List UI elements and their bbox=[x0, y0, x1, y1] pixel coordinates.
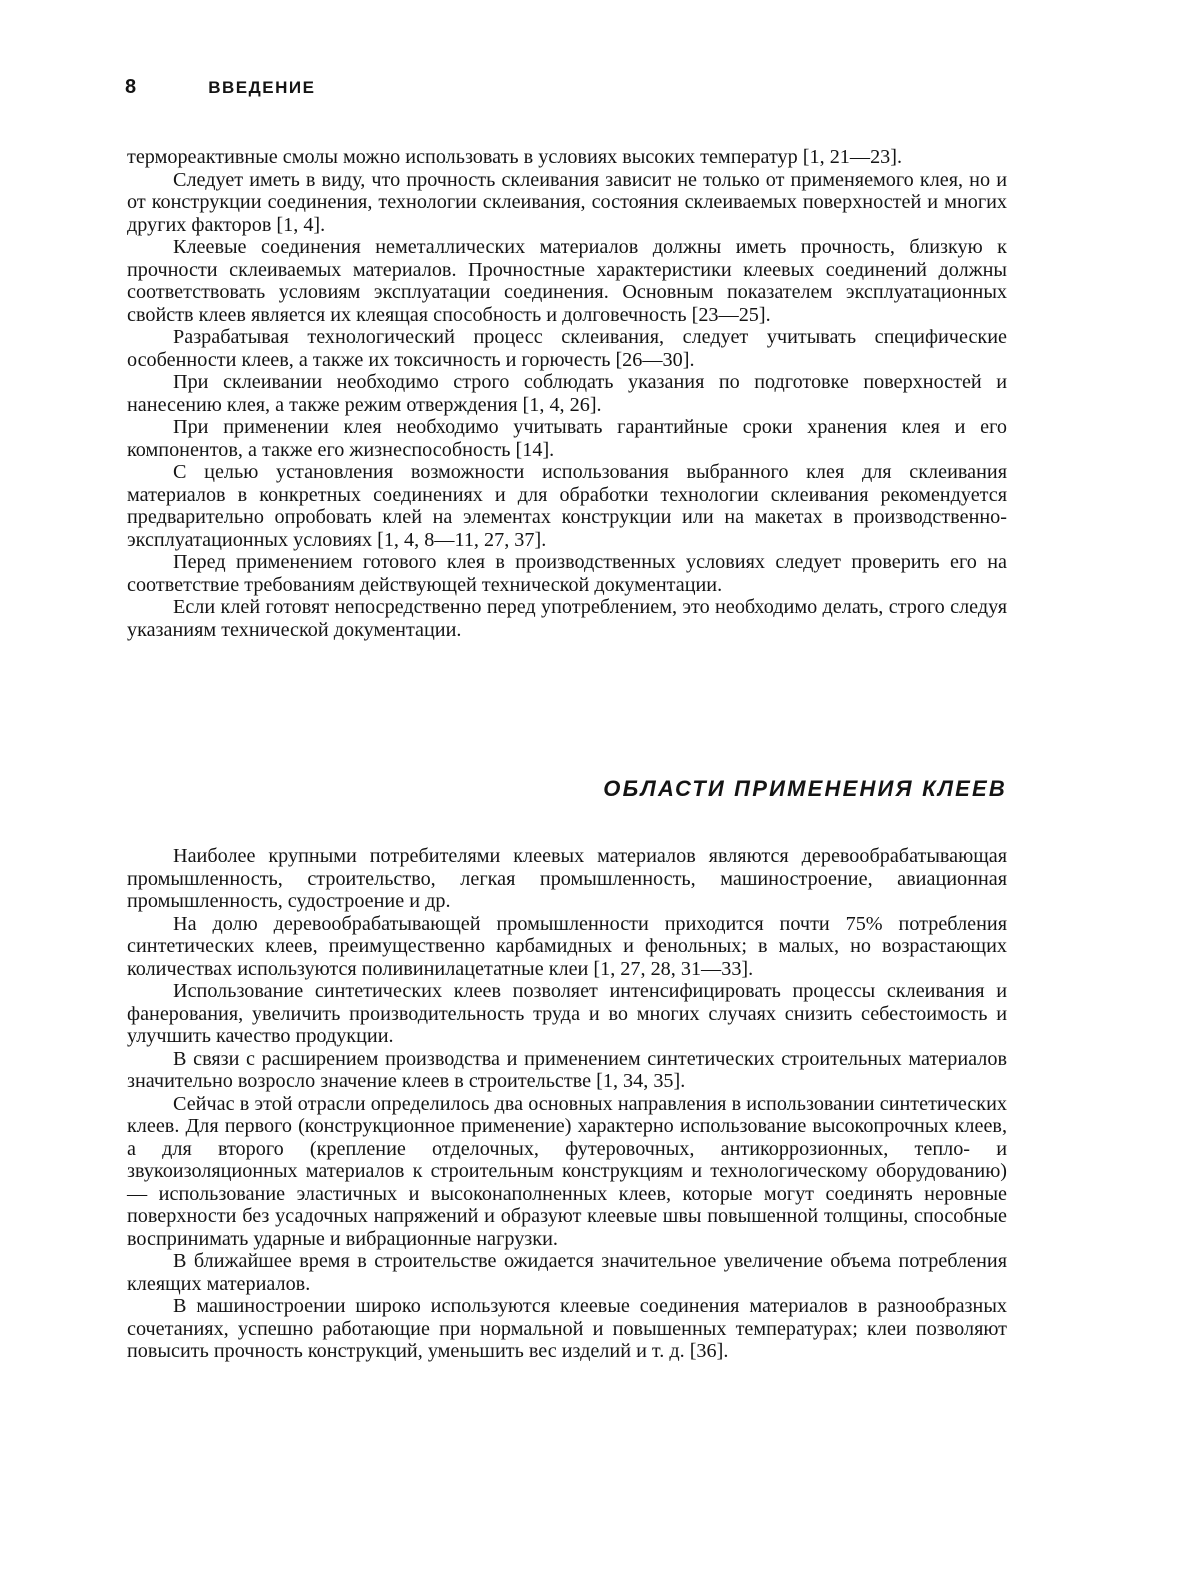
section-heading: ОБЛАСТИ ПРИМЕНЕНИЯ КЛЕЕВ bbox=[603, 776, 1007, 801]
paragraph: Если клей готовят непосредственно перед употреблением, это необходимо делать, строго следуя указаниям технической документации. bbox=[127, 596, 1007, 641]
paragraph: При склеивании необходимо строго соблюдать указания по подготовке поверхностей и нанесению клея, а также режим отверждения [1, 4, 26]. bbox=[127, 371, 1007, 416]
paragraph: Следует иметь в виду, что прочность склеивания зависит не только от применяемого клея, но и от конструкции соединения, технологии склеивания, состояния склеиваемых поверхностей и многих других факторов [1, 4]. bbox=[127, 168, 1007, 236]
paragraph: При применении клея необходимо учитывать гарантийные сроки хранения клея и его компонентов, а также его жизнеспособность [14]. bbox=[127, 416, 1007, 461]
running-head bbox=[125, 76, 1005, 100]
paragraph: термореактивные смолы можно использовать в условиях высоких температур [1, 21—23]. bbox=[127, 146, 903, 168]
paragraph: Сейчас в этой отрасли определилось два основных направления в использовании синтетических клеев. Для первого (конструкционное применение) характерно использование высокопрочных клеев, а для второго (крепление отделочных, футеровочных, антикоррозионных, тепло- и звукоизоляционных материалов к строительным конструкциям и технологическому оборудованию) — использование эластичных и высоконаполненных клеев, которые могут соединять неровные поверхности без усадочных напряжений и образуют клеевые швы повышенной толщины, способные воспринимать ударные и вибрационные нагрузки. bbox=[127, 1092, 1007, 1250]
paragraph: В машиностроении широко используются клеевые соединения материалов в разнообразных сочетаниях, успешно работающие при нормальной и повышенных температурах; клеи позволяют повысить прочность конструкций, уменьшить вес изделий и т. д. [36]. bbox=[127, 1295, 1007, 1362]
paragraph: С целью установления возможности использования выбранного клея для склеивания материалов в конкретных соединениях и для обработки технологии склеивания рекомендуется предварительно опробовать клей на элементах конструкции или на макетах в производственно-эксплуатационных условиях [1, 4, 8—11, 27, 37]. bbox=[127, 461, 1007, 551]
paragraph: Наиболее крупными потребителями клеевых материалов являются деревообрабатывающая промышленность, строительство, легкая промышленность, машиностроение, авиационная промышленность, судостроение и др. bbox=[127, 845, 1007, 912]
intro-text-block bbox=[127, 146, 1007, 641]
chapter-title: ВВЕДЕНИЕ bbox=[208, 78, 316, 97]
paragraph: Клеевые соединения неметаллических материалов должны иметь прочность, близкую к прочности склеиваемых материалов. Прочностные характеристики клеевых соединений должны соответствовать условиям эксплуатации соединения. Основным показателем эксплуатационных свойств клеев является их клеящая способность и долговечность [23—25]. bbox=[127, 236, 1007, 326]
paragraph: Использование синтетических клеев позволяет интенсифицировать процессы склеивания и фанерования, увеличить производительность труда и во многих случаях снизить себестоимость и улучшить качество продукции. bbox=[127, 980, 1007, 1047]
paragraph: Разрабатывая технологический процесс склеивания, следует учитывать специфические особенности клеев, а также их токсичность и горючесть [26—30]. bbox=[127, 326, 1007, 371]
applications-text-block bbox=[127, 845, 1007, 1363]
paragraph: На долю деревообрабатывающей промышленности приходится почти 75% потребления синтетических клеев, преимущественно карбамидных и фенольных; в малых, но возрастающих количествах используются поливинилацетатные клеи [1, 27, 28, 31—33]. bbox=[127, 912, 1007, 980]
paragraph: Перед применением готового клея в производственных условиях следует проверить его на соответствие требованиям действующей технической документации. bbox=[127, 551, 1007, 596]
paragraph: В ближайшее время в строительстве ожидается значительное увеличение объема потребления клеящих материалов. bbox=[127, 1250, 1007, 1295]
paragraph: В связи с расширением производства и применением синтетических строительных материалов значительно возросло значение клеев в строительстве [1, 34, 35]. bbox=[127, 1047, 1007, 1092]
page-number: 8 bbox=[125, 76, 137, 98]
